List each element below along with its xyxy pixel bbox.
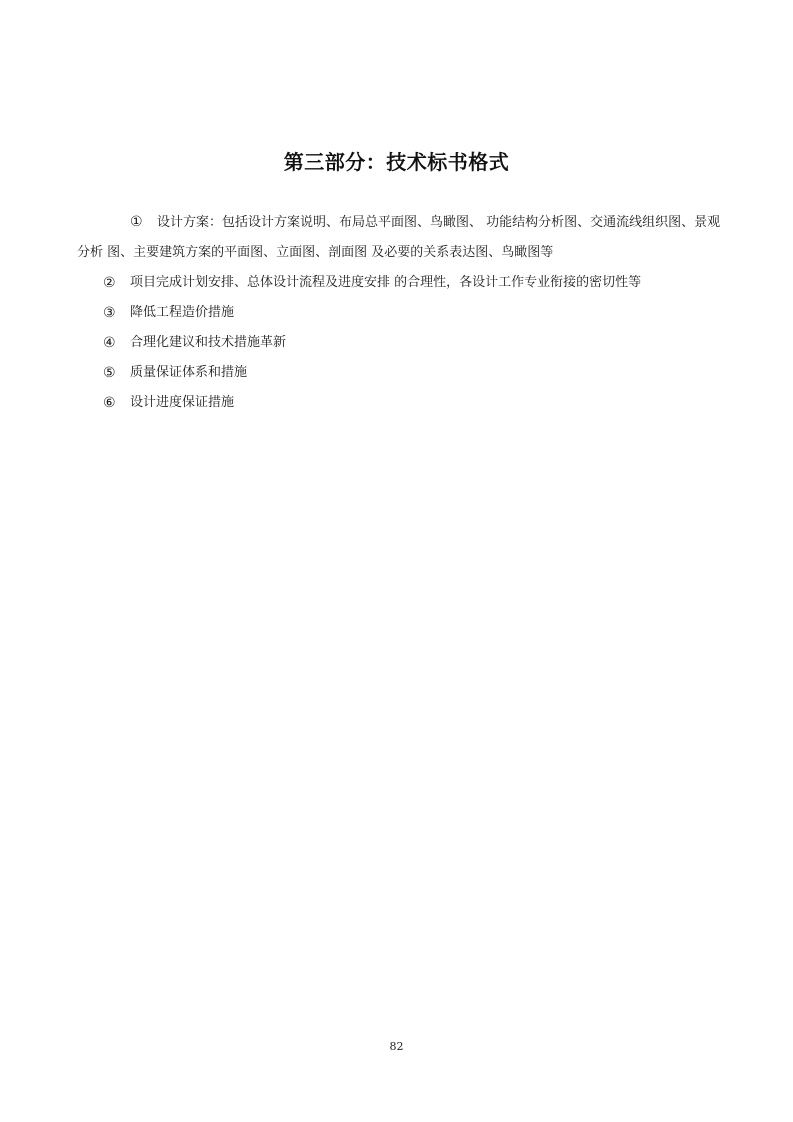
list-item-text: 降低工程造价措施 bbox=[130, 305, 235, 320]
list-marker: ① bbox=[130, 214, 143, 230]
page-number: 82 bbox=[389, 1040, 404, 1053]
list-marker: ⑤ bbox=[103, 365, 116, 381]
list-item bbox=[103, 358, 727, 388]
list-marker: ④ bbox=[103, 335, 116, 351]
list-item-text: 质量保证体系和措施 bbox=[130, 365, 248, 380]
list-item bbox=[103, 328, 727, 358]
list-item bbox=[103, 268, 727, 298]
page-title: 第三部分：技术标书格式 bbox=[283, 150, 510, 174]
list-item-text: 合理化建议和技术措施革新 bbox=[130, 335, 287, 350]
list-marker: ③ bbox=[103, 305, 116, 321]
list-item bbox=[77, 207, 727, 268]
list-item bbox=[103, 388, 727, 418]
list-item bbox=[103, 298, 727, 328]
list-marker: ② bbox=[103, 275, 116, 291]
requirements-list bbox=[77, 207, 727, 418]
list-item-text: 设计进度保证措施 bbox=[130, 395, 235, 410]
list-marker: ⑥ bbox=[103, 395, 116, 411]
list-item-text: 设计方案：包括设计方案说明、布局总平面图、鸟瞰图、 功能结构分析图、交通流线组织图、景观分析 图、主要建筑方案的平面图、立面图、剖面图 及必要的关系表达图、鸟瞰图等 bbox=[77, 215, 721, 260]
list-item-text: 项目完成计划安排、总体设计流程及进度安排 的合理性，各设计工作专业衔接的密切性等 bbox=[130, 275, 642, 290]
